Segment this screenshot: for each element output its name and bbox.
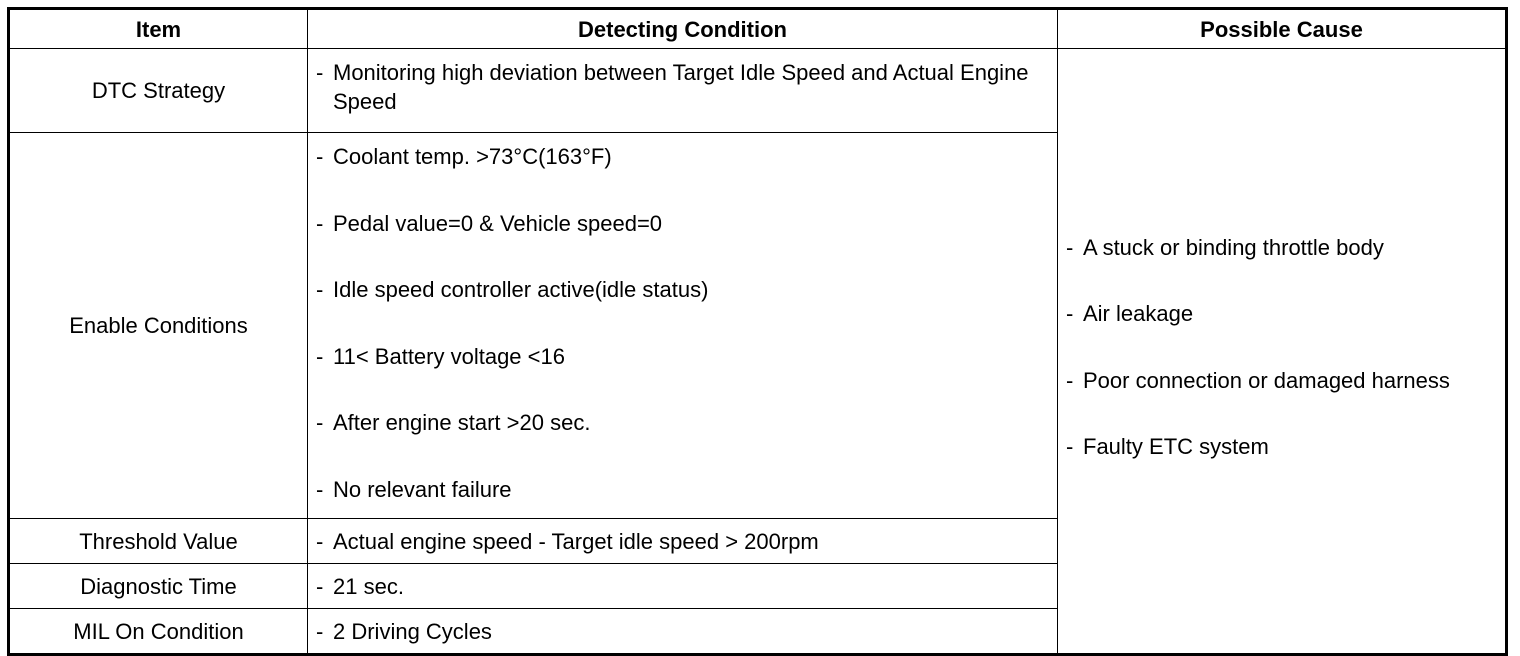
- item-diagnostic-time: Diagnostic Time: [9, 564, 308, 609]
- condition-text: Pedal value=0 & Vehicle speed=0: [333, 210, 663, 236]
- possible-cause-cell: [1058, 49, 1507, 655]
- condition-line: [316, 475, 1051, 504]
- condition-text: No relevant failure: [333, 476, 512, 502]
- condition-line: [316, 58, 1051, 116]
- list-item: [1066, 233, 1499, 262]
- header-item: Item: [9, 9, 308, 49]
- cause-text: Faulty ETC system: [1083, 434, 1269, 460]
- condition-text: Monitoring high deviation between Target Idle Speed and Actual Engine Speed: [333, 60, 1029, 114]
- bullet-dash: -: [316, 618, 324, 644]
- bullet-dash: -: [316, 60, 324, 85]
- condition-line: [316, 342, 1051, 371]
- condition-text: 2 Driving Cycles: [333, 618, 492, 644]
- condition-cell: [308, 564, 1058, 609]
- item-threshold-value: Threshold Value: [9, 519, 308, 564]
- bullet-dash: -: [1066, 434, 1074, 460]
- condition-cell: [308, 519, 1058, 564]
- header-detecting-condition: Detecting Condition: [308, 9, 1058, 49]
- bullet-dash: -: [316, 410, 324, 435]
- bullet-dash: -: [316, 476, 324, 502]
- bullet-dash: -: [1066, 301, 1074, 327]
- bullet-dash: -: [1066, 234, 1074, 260]
- item-dtc-strategy: DTC Strategy: [9, 49, 308, 133]
- cause-text: Air leakage: [1083, 301, 1194, 327]
- condition-line: [316, 572, 1051, 601]
- list-item: [1066, 299, 1499, 328]
- bullet-dash: -: [316, 144, 324, 169]
- condition-text: After engine start >20 sec.: [333, 410, 591, 435]
- header-possible-cause: Possible Cause: [1058, 9, 1507, 49]
- condition-text: 21 sec.: [333, 573, 404, 599]
- cause-text: Poor connection or damaged harness: [1083, 367, 1450, 393]
- condition-line: [316, 527, 1051, 556]
- condition-line: [316, 617, 1051, 646]
- item-mil-on-condition: MIL On Condition: [9, 609, 308, 655]
- header-row: [9, 9, 1507, 49]
- condition-cell: [308, 133, 1058, 519]
- condition-line: [316, 142, 1051, 171]
- condition-line: [316, 275, 1051, 304]
- condition-text: 11< Battery voltage <16: [333, 343, 565, 369]
- condition-line: [316, 209, 1051, 238]
- bullet-dash: -: [1066, 367, 1074, 393]
- bullet-dash: -: [316, 343, 324, 369]
- bullet-dash: -: [316, 210, 324, 236]
- condition-text: Idle speed controller active(idle status): [333, 277, 709, 302]
- bullet-dash: -: [316, 277, 324, 302]
- item-enable-conditions: Enable Conditions: [9, 133, 308, 519]
- bullet-dash: -: [316, 573, 324, 599]
- table-row: [9, 49, 1507, 133]
- condition-text: Actual engine speed - Target idle speed > 200rpm: [333, 528, 819, 554]
- condition-list: [316, 142, 1051, 504]
- condition-cell: [308, 609, 1058, 655]
- cause-list: [1066, 233, 1499, 462]
- condition-line: [316, 408, 1051, 437]
- bullet-dash: -: [316, 528, 324, 554]
- condition-cell: [308, 49, 1058, 133]
- condition-text: Coolant temp. >73°C(163°F): [333, 144, 612, 169]
- list-item: [1066, 366, 1499, 395]
- dtc-spec-table: [7, 7, 1508, 656]
- list-item: [1066, 432, 1499, 461]
- cause-text: A stuck or binding throttle body: [1083, 234, 1384, 260]
